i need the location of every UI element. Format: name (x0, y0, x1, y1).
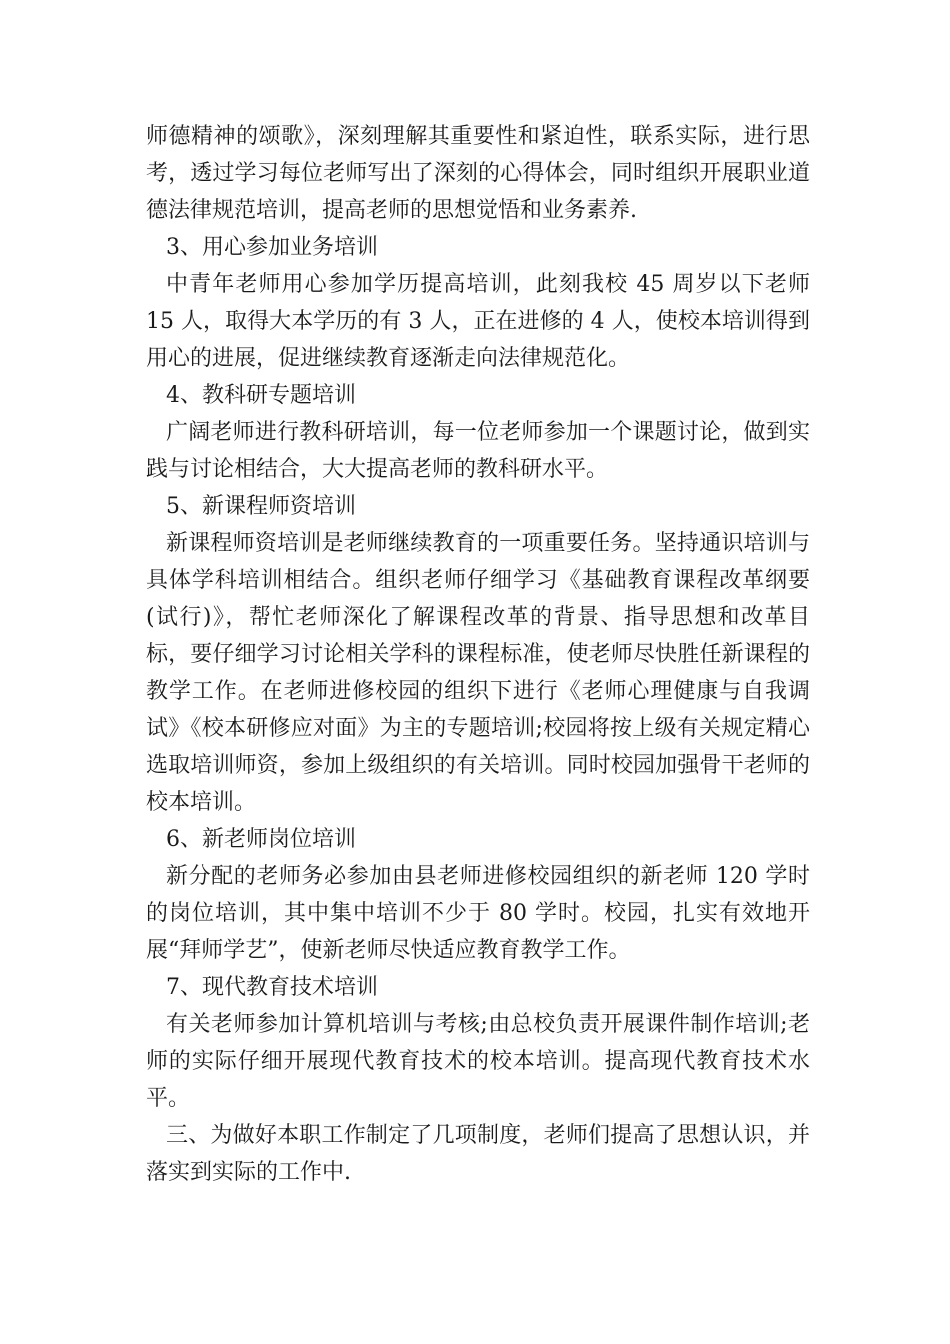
section-heading-6: 6、新老师岗位培训 (166, 827, 356, 852)
paragraph-research-training: 广阔老师进行教科研培训，每一位老师参加一个课题讨论，做到实践与讨论相结合，大大提高老师的教科研水平。 (146, 420, 810, 482)
document-body (146, 118, 810, 1191)
paragraph-section-three: 三、为做好本职工作制定了几项制度，老师们提高了思想认识，并落实到实际的工作中. (146, 1123, 810, 1185)
paragraph-business-training: 中青年老师用心参加学历提高培训，此刻我校 45 周岁以下老师 15 人，取得大本学历的有 3 人，正在进修的 4 人，使校本培训得到用心的进展，促进继续教育逐渐走向法律规范化。 (146, 272, 810, 371)
paragraph-technology-training: 有关老师参加计算机培训与考核;由总校负责开展课件制作培训;老师的实际仔细开展现代教育技术的校本培训。提高现代教育技术水平。 (146, 1012, 810, 1111)
section-heading-3: 3、用心参加业务培训 (166, 235, 378, 260)
paragraph-new-teacher-training: 新分配的老师务必参加由县老师进修校园组织的新老师 120 学时的岗位培训，其中集中培训不少于 80 学时。校园，扎实有效地开展“拜师学艺”，使新老师尽快适应教育教学工作。 (146, 864, 810, 963)
section-heading-7: 7、现代教育技术培训 (166, 975, 378, 1000)
paragraph-continuation: 师德精神的颂歌》，深刻理解其重要性和紧迫性，联系实际，进行思考，透过学习每位老师写出了深刻的心得体会，同时组织开展职业道德法律规范培训，提高老师的思想觉悟和业务素养. (146, 124, 810, 223)
paragraph-curriculum-training: 新课程师资培训是老师继续教育的一项重要任务。坚持通识培训与具体学科培训相结合。组织老师仔细学习《基础教育课程改革纲要(试行)》，帮忙老师深化了解课程改革的背景、指导思想和改革目标，要仔细学习讨论相关学科的课程标准，使老师尽快胜任新课程的教学工作。在老师进修校园的组织下进行《老师心理健康与自我调试》《校本研修应对面》为主的专题培训;校园将按上级有关规定精心选取培训师资，参加上级组织的有关培训。同时校园加强骨干老师的校本培训。 (146, 531, 810, 815)
section-heading-4: 4、教科研专题培训 (166, 383, 356, 408)
section-heading-5: 5、新课程师资培训 (166, 494, 356, 519)
